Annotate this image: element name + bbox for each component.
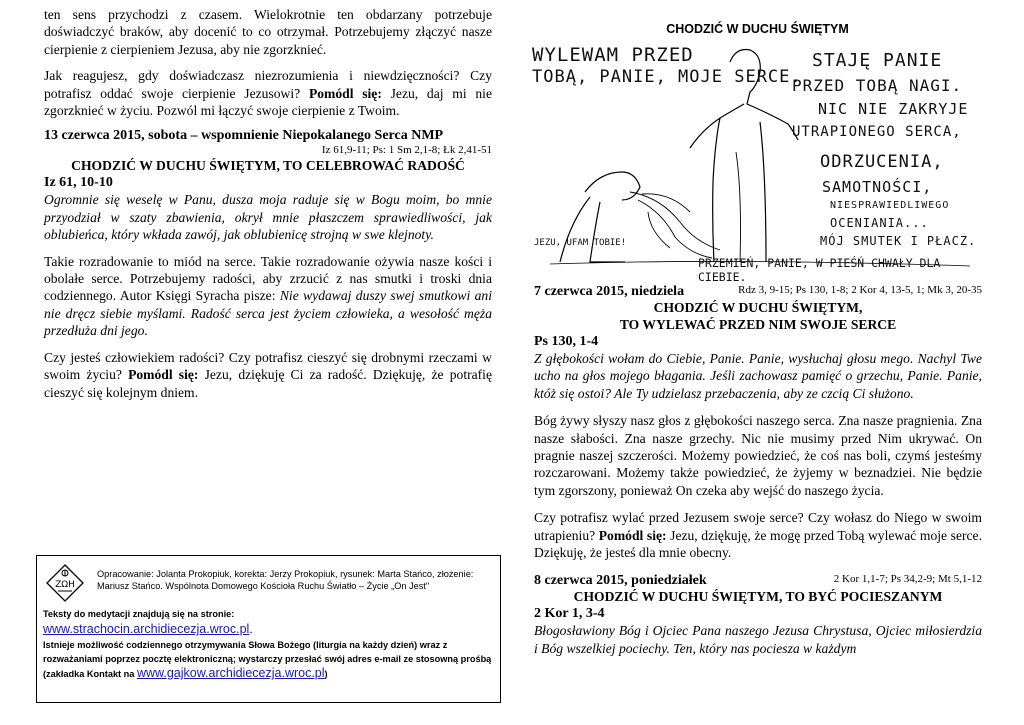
passage-ref: Ps 130, 1-4 <box>534 334 599 349</box>
prayer-label: Pomódl się: <box>598 527 667 543</box>
text: Czy potrafisz wylać przed Jezusem swoje serce? Czy wołasz do Niego w swoim utrapieniu? <box>534 510 982 543</box>
handwriting-right-8: OCENIANIA... <box>830 216 929 230</box>
reading-text: Błogosławiony Bóg i Ojciec Pana naszego Jezusa Chrystusa, Ojciec miłosierdzia i Bóg wszelkiej pociechy. Ten, który nas pociesza w każdym <box>534 623 982 656</box>
date-heading: 8 czerwca 2015, poniedziałek <box>534 573 707 589</box>
logo-letters: ΖΩΗ <box>55 580 75 590</box>
gajkow-link[interactable]: www.gajkow.archidiecezja.wroc.pl <box>136 666 325 680</box>
passage-ref: 2 Kor 1, 3-4 <box>534 606 605 622</box>
passage-ref: Iz 61, 10-10 <box>44 175 113 191</box>
paragraph <box>44 253 492 340</box>
section-title: CHODZIĆ W DUCHU ŚWIĘTYM, <box>653 300 863 315</box>
handwriting-right-7: NIESPRAWIEDLIWEGO <box>830 200 950 211</box>
paragraph <box>534 509 982 561</box>
bible-refs: 2 Kor 1,1-7; Ps 34,2-9; Mt 5,1-12 <box>833 573 982 586</box>
prayer-label: Pomódl się: <box>128 367 199 383</box>
section-title: CHODZIĆ W DUCHU ŚWIĘTYM, TO BYĆ POCIESZANYM <box>573 589 943 605</box>
text: Istnieje możliwość codziennego otrzymywania Słowa Bożego (liturgia na każdy dzień) wraz z rozważaniami poprzez pocztę elektroniczną; wystarczy przesłać swój adres e-mail ze stosowną prośbą (zakładka Kontakt na <box>43 640 492 679</box>
paragraph: ten sens przychodzi z czasem. Wielokrotnie ten obdarzany potrzebuje doświadczyć braków, aby docenić to co otrzymał. Potrzebujemy złączyć nasze cierpienie z cierpieniem Jezusa, aby nie zgorzknieć. <box>44 7 492 57</box>
handwriting-left-2: TOBĄ, PANIE, MOJE SERCE. <box>532 67 802 87</box>
text: Takie rozradowanie to miód na serce. Takie rozradowanie ożywia nasze kości i obolałe serce. Potrzebujemy radości, aby zrzucić z nas smutki i troski dnia codziennego. Autor Księgi Syracha pisze: <box>44 253 492 304</box>
illustration <box>530 22 985 282</box>
reading-text: Z głębokości wołam do Ciebie, Panie. Panie, wysłuchaj głosu mego. Nachyl Twe ucho na głos mojego błagania. Jeśli zachowasz pamięć o grzechu, Panie. Panie, któż się ostoi? Ale Ty udzielasz przebaczenia, aby ze czcią Ci służono. <box>534 351 982 401</box>
section-title: CHODZIĆ W DUCHU ŚWIĘTYM, TO CELEBROWAĆ RADOŚĆ <box>71 158 465 174</box>
illustration-title: CHODZIĆ W DUCHU ŚWIĘTYM <box>666 22 849 36</box>
handwriting-left-1: WYLEWAM PRZED <box>532 44 694 66</box>
reading-text: Ogromnie się weselę w Panu, dusza moja raduje się w Bogu moim, bo mnie przyodział w szaty zbawienia, okrył mnie płaszczem sprawiedliwości, jak oblubieńca, który wkłada zawój, jak oblubienicę strojną w swe klejnoty. <box>44 192 492 243</box>
text: . <box>249 622 253 636</box>
handwriting-right-2: PRZED TOBĄ NAGI. <box>792 76 963 95</box>
date-heading: 13 czerwca 2015, sobota – wspomnienie Niepokalanego Serca NMP <box>44 128 444 144</box>
credits: Opracowanie: Jolanta Prokopiuk, korekta: Jerzy Prokopiuk, rysunek: Marta Stańco, złożenie: Mariusz Stańco. Wspólnota Domowego Kościoła Ruchu Światło – Życie „On Jest" <box>97 569 474 591</box>
paragraph <box>44 349 492 401</box>
handwriting-right-6: SAMOTNOŚCI, <box>822 178 933 196</box>
text: Jak reagujesz, gdy doświadczasz niezrozumienia i niewdzięczności? Czy potrafisz oddać swoje cierpienie Jezusowi? <box>44 68 492 101</box>
zoe-logo-icon <box>45 563 85 603</box>
footer-box <box>36 555 501 703</box>
date-heading: 7 czerwca 2015, niedziela <box>534 284 685 299</box>
handwriting-right-9: MÓJ SMUTEK I PŁACZ. <box>820 234 977 248</box>
text: Jezu, dziękuję Ci za radość. Dziękuję, że potrafię cieszyć się kolejnym dniem. <box>44 367 492 400</box>
strachocin-link[interactable]: www.strachocin.archidiecezja.wroc.pl <box>43 622 250 636</box>
quote-text: Nie wydawaj duszy swej smutkowi ani nie dręcz siebie myślami. Radość serca jest życiem człowieka, a wesołość męża przedłuża dni jego. <box>44 288 492 339</box>
handwriting-right-5: ODRZUCENIA, <box>820 152 944 172</box>
paragraph <box>44 67 492 119</box>
date-row <box>534 282 982 299</box>
link-line <box>43 620 493 638</box>
left-column <box>44 0 492 401</box>
date-row <box>534 571 982 588</box>
right-column <box>534 282 982 657</box>
text: Jezu, daj mi nie zgorzknieć w życiu. Pozwól mi łączyć swoje cierpienie z Twoim. <box>44 85 492 119</box>
handwriting-bottom: PRZEMIEŃ, PANIE, W PIEŚŃ CHWAŁY DLA CIEBIE. <box>698 256 941 284</box>
bible-refs: Iz 61,9-11; Ps: 1 Sm 2,1-8; Łk 2,41-51 <box>321 144 492 157</box>
handwriting-right-4: UTRAPIONEGO SERCA, <box>792 124 962 140</box>
prayer-label: Pomódl się: <box>308 85 382 101</box>
text: Jezu, dziękuję, że mogę przed Tobą wylewać moje serce. Dziękuję, że jesteś dla mnie obecny. <box>534 527 982 561</box>
handwriting-right-1: STAJĘ PANIE <box>812 50 943 71</box>
bible-refs: Rdz 3, 9-15; Ps 130, 1-8; 2 Kor 4, 13-5, 1; Mk 3, 20-35 <box>738 284 982 296</box>
handwriting-bottom-left: JEZU, UFAM TOBIE! <box>534 238 627 248</box>
handwriting-right-3: NIC NIE ZAKRYJE <box>818 100 969 118</box>
paragraph: Bóg żywy słyszy nasz głos z głębokości naszego serca. Zna nasze pragnienia. Zna nasze słabości. Zna nasze grzechy. Nic nie musimy przed Nim ukrywać. On pragnie naszej szczerości. Możemy powiedzieć, że coś nas boli, czymś jesteśmy rozczarowani. Możemy także powiedzieć, że żyjemy w beznadziei. Nie będzie tym zgorszony, ponieważ On czeka aby wejść do naszego życia. <box>534 413 982 498</box>
text: ) <box>324 669 328 679</box>
footer-content <box>43 608 493 681</box>
info-text <box>43 638 493 681</box>
text: Czy jesteś człowiekiem radości? Czy potrafisz cieszyć się drobnymi rzeczami w swoim życiu? <box>44 349 492 383</box>
texts-label: Teksty do medytacji znajdują się na stronie: <box>43 609 235 619</box>
section-title: TO WYLEWAĆ PRZED NIM SWOJE SERCE <box>619 317 897 332</box>
